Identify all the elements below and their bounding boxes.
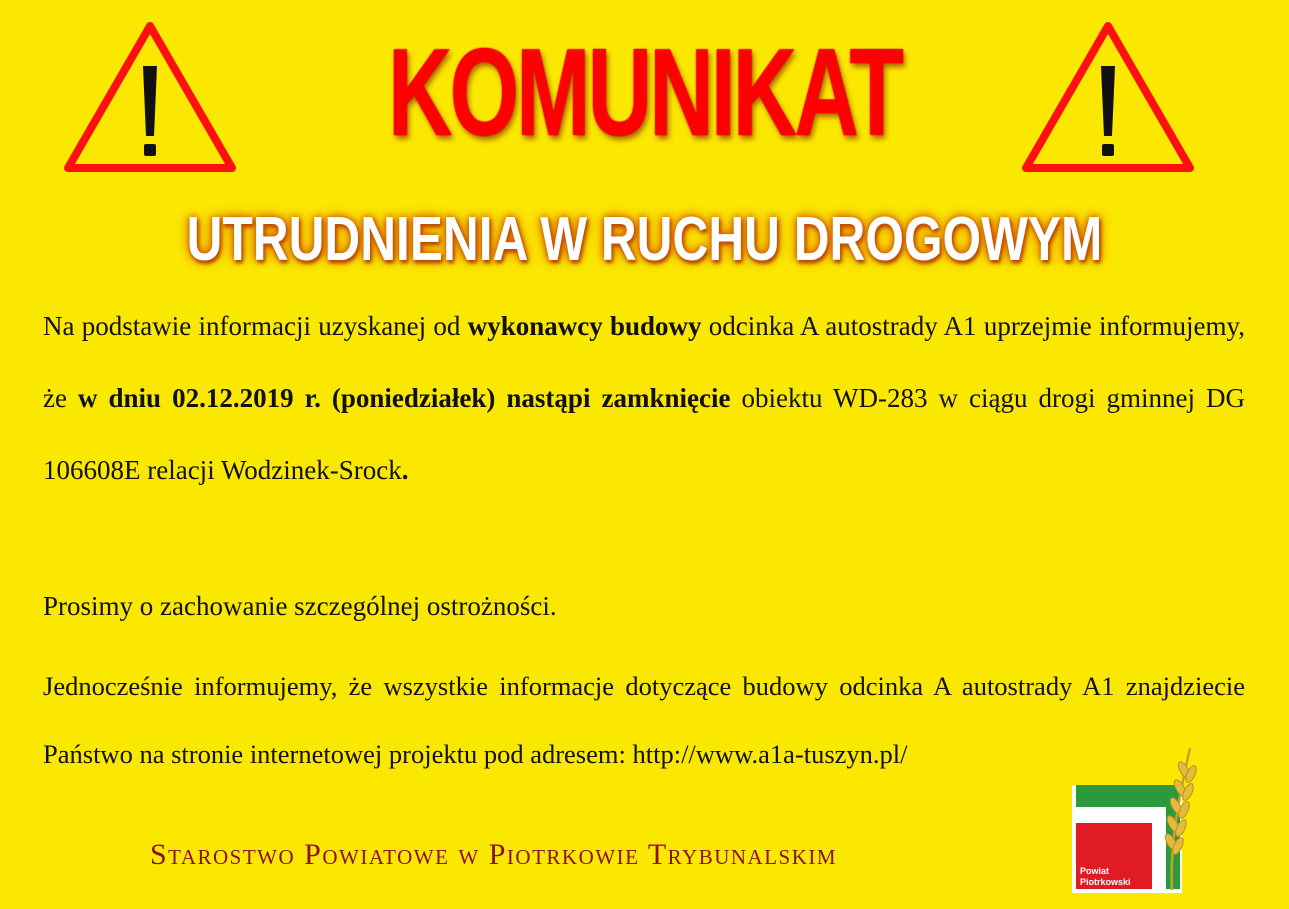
svg-text:Powiat: Powiat: [1080, 866, 1110, 876]
caution-paragraph: Prosimy o zachowanie szczególnej ostrożności.: [43, 591, 557, 621]
page-title: KOMUNIKAT: [388, 24, 901, 162]
issuing-office: Starostwo Powiatowe w Piotrkowie Trybunalskim: [150, 838, 838, 871]
svg-text:Piotrkowski: Piotrkowski: [1080, 877, 1131, 887]
page-subtitle: UTRUDNIENIA W RUCHU DROGOWYM: [186, 205, 1103, 274]
notice-paragraph-main: Na podstawie informacji uzyskanej od wykonawcy budowy odcinka A autostrady A1 uprzejmie informujemy, że w dniu 02.12.2019 r. (poniedziałek) nastąpi zamknięcie obiektu WD-283 w ciągu drogi gminnej DG 106608E relacji Wodzinek-Srock.: [43, 311, 1246, 485]
closure-date-emphasis: w dniu 02.12.2019 r. (poniedziałek) nastąpi zamknięcie: [78, 383, 731, 413]
project-info-paragraph: Jednocześnie informujemy, że wszystkie informacje dotyczące budowy odcinka A autostrady A1 znajdziecie Państwo na stronie internetowej projektu pod adresem: http://www.a1a-tuszyn.pl/: [43, 671, 1245, 769]
contractor-emphasis: wykonawcy budowy: [467, 311, 702, 341]
powiat-piotrkowski-logo: [1072, 740, 1197, 895]
